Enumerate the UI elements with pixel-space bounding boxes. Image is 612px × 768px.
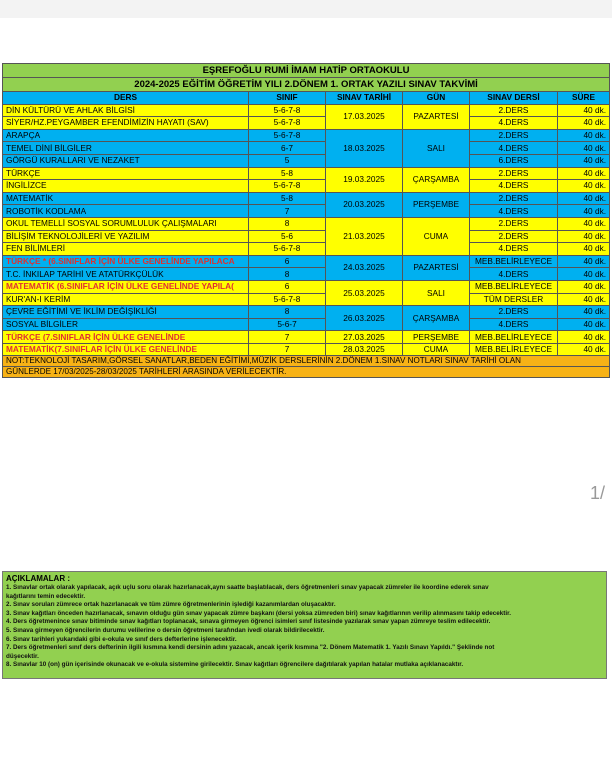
cell-ders: KUR'AN-I KERİM [3,293,249,306]
note-line-2: GÜNLERDE 17/03/2025-28/03/2025 TARİHLERİ ARASINDA VERİLECEKTİR. [3,367,610,378]
explanation-line: 6. Sınav tarihleri yukarıdaki gibi e-okula ve sınıf ders defterlerine işlenecektir. [6,635,237,643]
cell-ders: DİN KÜLTÜRÜ VE AHLAK BİLGİSİ [3,104,249,117]
explanation-line: 8. Sınavlar 10 (on) gün içerisinde okunacak ve e-okula sistemine girilecektir. Sınav kağıtları öğrencilere dağıtılarak yapılan hatalar mutlaka açıklanacaktır. [6,661,464,669]
cell-sinif: 5 [249,154,326,167]
cell-ders: ÇEVRE EĞİTİMİ VE İKLİM DEĞİŞİKLİĞİ [3,306,249,319]
cell-sure: 40 dk. [558,129,610,142]
cell-ders: FEN BİLİMLERİ [3,243,249,256]
cell-gun: PAZARTESİ [403,255,470,280]
explanation-line: 3. Sınav kağıtları önceden hazırlanacak, sınavın olduğu gün sınav yapacak zümre başkanı (dersi yoksa zümreden biri) sınav kağıtlarının verilip alınmasını takip edecektir. [6,609,511,617]
cell-sinif: 5-6-7-8 [249,243,326,256]
cell-sinav-dersi: 4.DERS [470,180,558,193]
cell-sinif: 7 [249,343,326,356]
cell-sure: 40 dk. [558,255,610,268]
note-line-1: NOT:TEKNOLOJİ TASARIM,GÖRSEL SANATLAR,BEDEN EĞİTİMİ,MÜZİK DERSLERİNİN 2.DÖNEM 1.SINAV NOTLARI SINAV TARİHİ OLAN [3,356,610,367]
table-row [3,167,610,180]
table-row [3,192,610,205]
cell-gun: SALI [403,280,470,305]
explanations-box [2,571,607,679]
cell-tarih: 19.03.2025 [326,167,403,192]
explanations-title: AÇIKLAMALAR : [6,574,70,583]
cell-gun: PERŞEMBE [403,192,470,217]
cell-tarih: 26.03.2025 [326,306,403,331]
cell-sure: 40 dk. [558,331,610,344]
cell-sure: 40 dk. [558,268,610,281]
schedule-title: 2024-2025 EĞİTİM ÖĞRETİM YILI 2.DÖNEM 1. ORTAK YAZILI SINAV TAKVİMİ [3,78,610,92]
cell-sinif: 5-6-7-8 [249,129,326,142]
cell-gun: CUMA [403,343,470,356]
table-row [3,217,610,230]
explanation-line: 2. Sınav soruları zümrece ortak hazırlanacak ve tüm zümre öğretmenlerinin işlediği kazanımlardan oluşacaktır. [6,601,336,609]
cell-sure: 40 dk. [558,117,610,130]
cell-ders: TÜRKÇE * (6.SINIFLAR İÇİN ÜLKE GENELİNDE YAPILACA [3,255,249,268]
page-number: 1/ [590,483,606,503]
cell-sinif: 5-8 [249,167,326,180]
cell-ders: GÖRGÜ KURALLARI VE NEZAKET [3,154,249,167]
cell-ders: ROBOTİK KODLAMA [3,205,249,218]
explanation-line: 1. Sınavlar ortak olarak yapılacak, açık uçlu soru olarak hazırlanacak,aynı saatte başlatılacak, ders öğretmenleri sınav yapacak zümreler ile koordine ederek sınav [6,584,489,591]
cell-sure: 40 dk. [558,230,610,243]
cell-gun: ÇARŞAMBA [403,167,470,192]
cell-sure: 40 dk. [558,217,610,230]
cell-sure: 40 dk. [558,154,610,167]
cell-ders: MATEMATİK (6.SINIFLAR İÇİN ÜLKE GENELİNDE YAPILA( [3,280,249,293]
col-header-gun: GÜN [403,92,470,105]
table-row [3,306,610,319]
col-header-sure: SÜRE [558,92,610,105]
cell-sinav-dersi: 2.DERS [470,167,558,180]
cell-sinif: 5-6-7-8 [249,104,326,117]
cell-sinif: 5-6-7-8 [249,117,326,130]
table-row [3,117,610,130]
col-header-sinav-dersi: SINAV DERSİ [470,92,558,105]
cell-sinif: 8 [249,306,326,319]
cell-gun: PAZARTESİ [403,104,470,129]
cell-tarih: 18.03.2025 [326,129,403,167]
cell-sinav-dersi: TÜM DERSLER [470,293,558,306]
cell-tarih: 20.03.2025 [326,192,403,217]
cell-gun: ÇARŞAMBA [403,306,470,331]
cell-tarih: 24.03.2025 [326,255,403,280]
cell-sinav-dersi: MEB.BELİRLEYECE [470,331,558,344]
cell-sure: 40 dk. [558,306,610,319]
cell-tarih: 17.03.2025 [326,104,403,129]
cell-tarih: 25.03.2025 [326,280,403,305]
cell-ders: TÜRKÇE [3,167,249,180]
viewer-top-bar [0,0,612,18]
cell-sinav-dersi: 2.DERS [470,129,558,142]
cell-ders: SİYER/HZ.PEYGAMBER EFENDİMİZİN HAYATI (SAV) [3,117,249,130]
cell-sinav-dersi: 4.DERS [470,318,558,331]
table-row [3,293,610,306]
cell-sure: 40 dk. [558,343,610,356]
cell-ders: ARAPÇA [3,129,249,142]
explanation-line: düşecektir. [6,652,39,660]
table-row [3,104,610,117]
school-name: EŞREFOĞLU RUMİ İMAM HATİP ORTAOKULU [3,64,610,78]
cell-sinif: 7 [249,331,326,344]
table-row [3,343,610,356]
cell-sinav-dersi: MEB.BELİRLEYECE [470,343,558,356]
cell-gun: PERŞEMBE [403,331,470,344]
cell-sure: 40 dk. [558,243,610,256]
cell-sure: 40 dk. [558,192,610,205]
explanation-line: 7. Ders öğretmenleri sınıf ders defterinin ilgili kısmına kendi dersinin adını yazacak, ancak içerik kısmına "2. Dönem Matematik 1. Yazılı Sınavı Yapıldı." Şeklinde not [6,644,495,652]
cell-sinav-dersi: 2.DERS [470,306,558,319]
cell-sinav-dersi: 2.DERS [470,230,558,243]
cell-sinav-dersi: MEB.BELİRLEYECE [470,280,558,293]
table-row [3,243,610,256]
cell-sure: 40 dk. [558,180,610,193]
cell-sure: 40 dk. [558,280,610,293]
cell-sinav-dersi: 2.DERS [470,217,558,230]
explanation-line: 5. Sınava girmeyen öğrencilerin durumu velilerine o dersin öğretmeni tarafından ivedi olarak bildirilecektir. [6,626,325,634]
cell-sinif: 5-6-7 [249,318,326,331]
cell-sinif: 8 [249,217,326,230]
cell-sinif: 5-8 [249,192,326,205]
cell-sinav-dersi: MEB.BELİRLEYECE [470,255,558,268]
table-row [3,268,610,281]
cell-gun: SALI [403,129,470,167]
cell-sinif: 7 [249,205,326,218]
cell-ders: MATEMATİK(7.SINIFLAR İÇİN ÜLKE GENELİNDE [3,343,249,356]
cell-sure: 40 dk. [558,205,610,218]
cell-sinav-dersi: 4.DERS [470,268,558,281]
column-header-row [3,92,610,105]
cell-sinav-dersi: 4.DERS [470,205,558,218]
cell-sinif: 6-7 [249,142,326,155]
cell-sinif: 6 [249,255,326,268]
cell-sinif: 8 [249,268,326,281]
cell-ders: İNGİLİZCE [3,180,249,193]
table-row [3,154,610,167]
cell-ders: T.C. İNKILAP TARİHİ VE ATATÜRKÇÜLÜK [3,268,249,281]
cell-sure: 40 dk. [558,318,610,331]
cell-sure: 40 dk. [558,104,610,117]
cell-tarih: 27.03.2025 [326,331,403,344]
cell-ders: SOSYAL BİLGİLER [3,318,249,331]
table-row [3,255,610,268]
col-header-sinif: SINIF [249,92,326,105]
cell-ders: BİLİŞİM TEKNOLOJİLERİ VE YAZILIM [3,230,249,243]
cell-tarih: 28.03.2025 [326,343,403,356]
table-row [3,180,610,193]
cell-sinav-dersi: 4.DERS [470,142,558,155]
table-row [3,331,610,344]
table-row [3,230,610,243]
cell-sinif: 6 [249,280,326,293]
table-row [3,142,610,155]
cell-ders: OKUL TEMELLİ SOSYAL SORUMLULUK ÇALIŞMALARI [3,217,249,230]
explanation-line: kağıtlarını temin edecektir. [6,592,86,600]
cell-sinav-dersi: 4.DERS [470,243,558,256]
cell-sinav-dersi: 6.DERS [470,154,558,167]
exam-schedule-sheet [2,63,609,378]
cell-sure: 40 dk. [558,167,610,180]
cell-sinav-dersi: 2.DERS [470,104,558,117]
cell-ders: TÜRKÇE (7.SINIFLAR İÇİN ÜLKE GENELİNDE [3,331,249,344]
table-row [3,129,610,142]
table-row [3,318,610,331]
table-row [3,280,610,293]
cell-sure: 40 dk. [558,142,610,155]
cell-sure: 40 dk. [558,293,610,306]
cell-ders: MATEMATİK [3,192,249,205]
exam-schedule-table [2,63,610,378]
cell-sinif: 5-6-7-8 [249,180,326,193]
cell-gun: CUMA [403,217,470,255]
cell-sinav-dersi: 4.DERS [470,117,558,130]
cell-sinif: 5-6-7-8 [249,293,326,306]
col-header-tarih: SINAV TARİHİ [326,92,403,105]
cell-sinav-dersi: 2.DERS [470,192,558,205]
col-header-ders: DERS [3,92,249,105]
table-row [3,205,610,218]
explanation-line: 4. Ders öğretmenince sınav bitiminde sınav kağıtları toplanacak, sınava girmeyen öğrenci isimleri sınıf listesinde yazılarak sınav yapan zümreye teslim edilecektir. [6,618,491,626]
cell-sinif: 5-6 [249,230,326,243]
cell-ders: TEMEL DİNİ BİLGİLER [3,142,249,155]
cell-tarih: 21.03.2025 [326,217,403,255]
